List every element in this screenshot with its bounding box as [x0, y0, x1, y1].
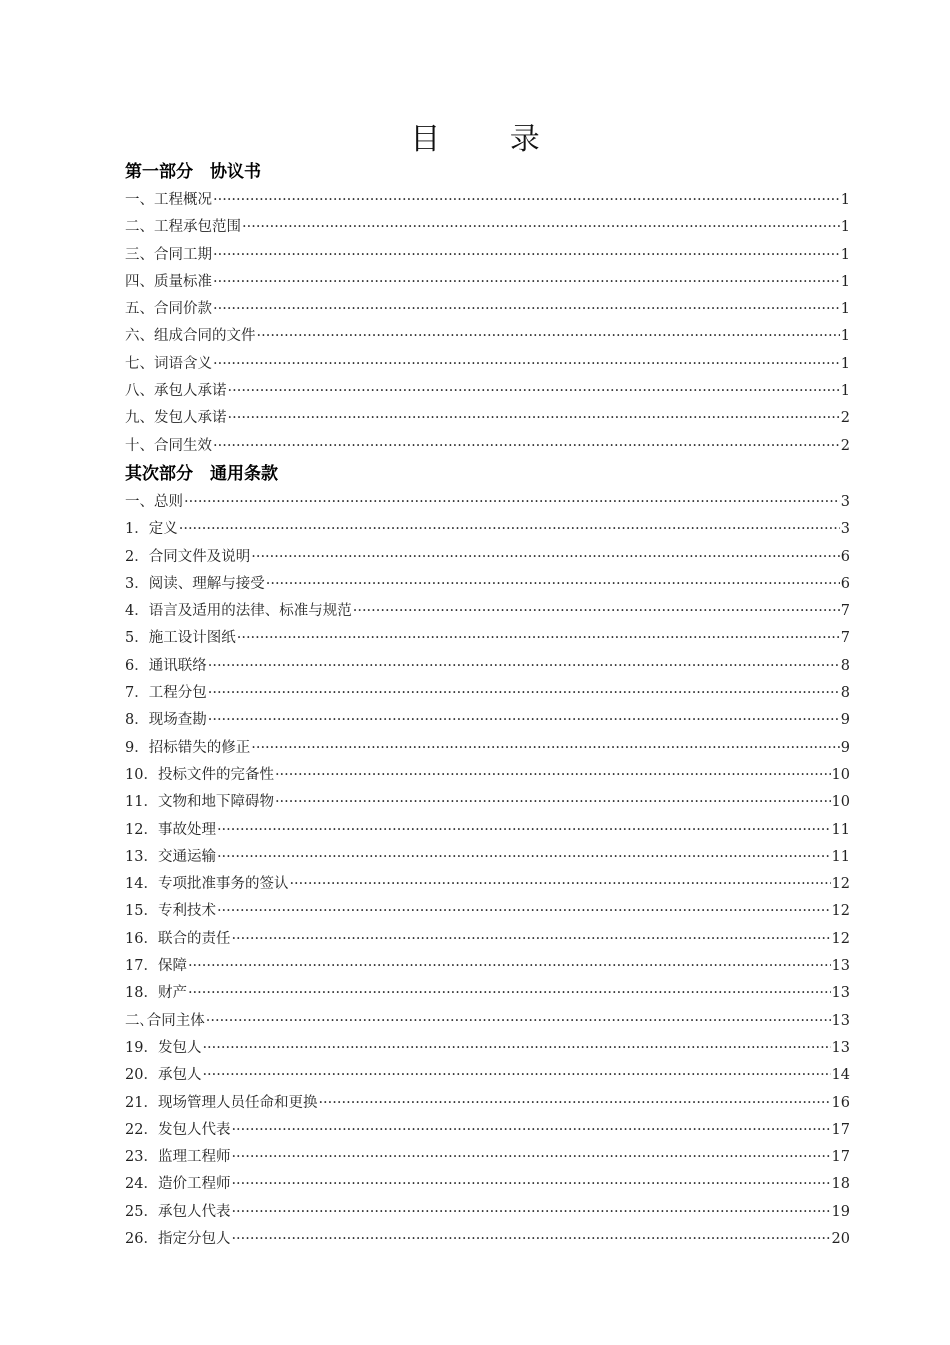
dot-leader [231, 1226, 830, 1253]
toc-entry-page-number: 1 [840, 328, 850, 345]
toc-entry-label: 9．招标错失的修正 [125, 739, 251, 756]
toc-entry-label: 十、合同生效 [125, 437, 212, 454]
dot-leader [217, 844, 831, 871]
toc-entry[interactable] [125, 269, 850, 296]
toc-entry[interactable] [125, 214, 850, 241]
toc-entry-label: 21．现场管理人员任命和更换 [125, 1094, 318, 1111]
dot-leader [213, 433, 840, 460]
dot-leader [231, 926, 830, 953]
toc-entry-label: 5．施工设计图纸 [125, 630, 236, 647]
dot-leader [231, 1117, 830, 1144]
toc-entry-page-number: 9 [840, 739, 850, 756]
toc-entry[interactable] [125, 598, 850, 625]
toc-entry[interactable] [125, 898, 850, 925]
toc-entry[interactable] [125, 1199, 850, 1226]
toc-entry[interactable] [125, 187, 850, 214]
dot-leader [217, 898, 831, 925]
section-heading-part-2: 其次部分 通用条款 [125, 463, 278, 484]
toc-entry-page-number: 8 [840, 685, 850, 702]
toc-entry[interactable] [125, 844, 850, 871]
dot-leader [213, 296, 840, 323]
toc-entry-page-number: 13 [831, 958, 850, 975]
toc-entry[interactable] [125, 323, 850, 350]
toc-entry-page-number: 2 [840, 410, 850, 427]
toc-entry[interactable] [125, 433, 850, 460]
toc-entry-page-number: 18 [831, 1176, 850, 1193]
toc-entry-label: 8．现场查勘 [125, 712, 207, 729]
dot-leader [188, 953, 831, 980]
dot-leader [251, 544, 840, 571]
table-of-contents [125, 158, 850, 1253]
toc-entry[interactable] [125, 980, 850, 1007]
dot-leader [188, 980, 831, 1007]
toc-entry-label: 14．专项批准事务的签认 [125, 876, 289, 893]
toc-entry[interactable] [125, 378, 850, 405]
toc-entry[interactable] [125, 926, 850, 953]
toc-entry[interactable] [125, 707, 850, 734]
toc-entry[interactable] [125, 351, 850, 378]
dot-leader [275, 789, 831, 816]
toc-entry-page-number: 1 [840, 219, 850, 236]
dot-leader [213, 269, 840, 296]
toc-entry[interactable] [125, 653, 850, 680]
toc-entry-page-number: 1 [840, 301, 850, 318]
toc-entry[interactable] [125, 871, 850, 898]
toc-entry-page-number: 1 [840, 246, 850, 263]
toc-entry-label: 八、承包人承诺 [125, 383, 227, 400]
dot-leader [242, 214, 840, 241]
dot-leader [206, 1008, 831, 1035]
toc-entry-label: 16．联合的责任 [125, 930, 231, 947]
dot-leader [184, 489, 840, 516]
toc-entry-page-number: 1 [840, 273, 850, 290]
toc-entry[interactable] [125, 544, 850, 571]
dot-leader [208, 680, 840, 707]
toc-entry-label: 11．文物和地下障碍物 [125, 794, 274, 811]
toc-entry[interactable] [125, 516, 850, 543]
toc-entry-label: 四、质量标准 [125, 273, 212, 290]
toc-entry-label: 12．事故处理 [125, 821, 216, 838]
toc-entry[interactable] [125, 242, 850, 269]
toc-entry-page-number: 8 [840, 657, 850, 674]
toc-entry[interactable] [125, 625, 850, 652]
toc-entry-page-number: 6 [840, 575, 850, 592]
toc-entry-label: 23．监理工程师 [125, 1149, 231, 1166]
toc-entry[interactable] [125, 762, 850, 789]
toc-entry-page-number: 6 [840, 548, 850, 565]
dot-leader [257, 323, 840, 350]
dot-leader [237, 625, 840, 652]
toc-entry-page-number: 10 [831, 766, 850, 783]
toc-entry-label: 九、发包人承诺 [125, 410, 227, 427]
toc-entry-label: 6．通讯联络 [125, 657, 207, 674]
toc-entry-label: 二、工程承包范围 [125, 219, 241, 236]
toc-entry-page-number: 17 [831, 1149, 850, 1166]
toc-entry-page-number: 13 [831, 1012, 850, 1029]
toc-entry-label: 3．阅读、理解与接受 [125, 575, 265, 592]
toc-entry-page-number: 2 [840, 437, 850, 454]
toc-entry-label: 二､合同主体 [125, 1012, 205, 1029]
toc-entry-label: 10．投标文件的完备性 [125, 766, 274, 783]
dot-leader [208, 653, 840, 680]
dot-leader [231, 1171, 830, 1198]
toc-entry-label: 4．语言及适用的法律、标准与规范 [125, 603, 352, 620]
toc-entry[interactable] [125, 735, 850, 762]
dot-leader [228, 405, 840, 432]
toc-entry-label: 7．工程分包 [125, 685, 207, 702]
toc-entry-page-number: 7 [840, 630, 850, 647]
dot-leader [217, 817, 831, 844]
toc-entry-page-number: 13 [831, 1039, 850, 1056]
toc-entry-page-number: 3 [840, 493, 850, 510]
toc-entry-page-number: 7 [840, 603, 850, 620]
toc-entry[interactable] [125, 1117, 850, 1144]
dot-leader [318, 1090, 830, 1117]
dot-leader [231, 1199, 830, 1226]
toc-entry[interactable] [125, 1090, 850, 1117]
toc-entry-label: 20．承包人 [125, 1067, 202, 1084]
toc-entry-label: 17．保障 [125, 958, 187, 975]
dot-leader [179, 516, 840, 543]
toc-entry[interactable] [125, 1062, 850, 1089]
toc-entry-page-number: 20 [831, 1230, 850, 1247]
toc-entry-label: 七、词语含义 [125, 355, 212, 372]
section-items-part-2 [125, 489, 850, 1253]
toc-entry-label: 五、合同价款 [125, 301, 212, 318]
toc-entry-label: 一、工程概况 [125, 192, 212, 208]
toc-entry-page-number: 12 [831, 903, 850, 920]
toc-entry-page-number: 17 [831, 1121, 850, 1138]
toc-entry[interactable] [125, 571, 850, 598]
toc-entry-page-number: 13 [831, 985, 850, 1002]
toc-entry-page-number: 12 [831, 876, 850, 893]
toc-entry-page-number: 11 [831, 821, 850, 838]
toc-entry-page-number: 19 [831, 1203, 850, 1220]
toc-entry[interactable] [125, 296, 850, 323]
toc-entry-label: 15．专利技术 [125, 903, 216, 920]
toc-entry[interactable] [125, 489, 850, 516]
dot-leader [231, 1144, 830, 1171]
toc-entry[interactable] [125, 405, 850, 432]
toc-entry-page-number: 10 [831, 794, 850, 811]
page-title: 目 录 [410, 122, 570, 157]
toc-entry[interactable] [125, 789, 850, 816]
toc-entry-label: 13．交通运输 [125, 848, 216, 865]
toc-entry[interactable] [125, 1144, 850, 1171]
dot-leader [213, 242, 840, 269]
dot-leader [208, 707, 840, 734]
toc-entry-label: 1．定义 [125, 521, 178, 538]
toc-entry-label: 三、合同工期 [125, 246, 212, 263]
toc-entry-page-number: 14 [831, 1067, 850, 1084]
section-items-part-1 [125, 187, 850, 460]
toc-entry[interactable] [125, 1171, 850, 1198]
toc-entry[interactable] [125, 680, 850, 707]
toc-entry-label: 2．合同文件及说明 [125, 548, 251, 565]
toc-entry-page-number: 3 [840, 521, 850, 538]
toc-entry[interactable] [125, 953, 850, 980]
dot-leader [289, 871, 830, 898]
toc-entry-label: 25．承包人代表 [125, 1203, 231, 1220]
toc-entry-label: 24．造价工程师 [125, 1176, 231, 1193]
toc-entry-label: 26．指定分包人 [125, 1230, 231, 1247]
dot-leader [213, 187, 840, 214]
toc-entry-page-number: 1 [840, 383, 850, 400]
dot-leader [275, 762, 831, 789]
dot-leader [202, 1035, 830, 1062]
toc-entry-label: 一、总则 [125, 493, 183, 510]
toc-entry-page-number: 11 [831, 848, 850, 865]
toc-entry-label: 18．财产 [125, 985, 187, 1002]
dot-leader [228, 378, 840, 405]
toc-entry-page-number: 9 [840, 712, 850, 729]
toc-entry[interactable] [125, 1035, 850, 1062]
toc-entry[interactable] [125, 1008, 850, 1035]
toc-entry-label: 22．发包人代表 [125, 1121, 231, 1138]
dot-leader [266, 571, 840, 598]
toc-entry[interactable] [125, 817, 850, 844]
toc-entry-label: 19．发包人 [125, 1039, 202, 1056]
toc-entry-label: 六、组成合同的文件 [125, 328, 256, 345]
toc-entry[interactable] [125, 1226, 850, 1253]
toc-entry-page-number: 1 [840, 192, 850, 208]
dot-leader [353, 598, 840, 625]
dot-leader [213, 351, 840, 378]
toc-entry-page-number: 12 [831, 930, 850, 947]
toc-entry-page-number: 1 [840, 355, 850, 372]
dot-leader [251, 735, 840, 762]
toc-entry-page-number: 16 [831, 1094, 850, 1111]
section-heading-part-1: 第一部分 协议书 [125, 162, 261, 182]
dot-leader [202, 1062, 830, 1089]
